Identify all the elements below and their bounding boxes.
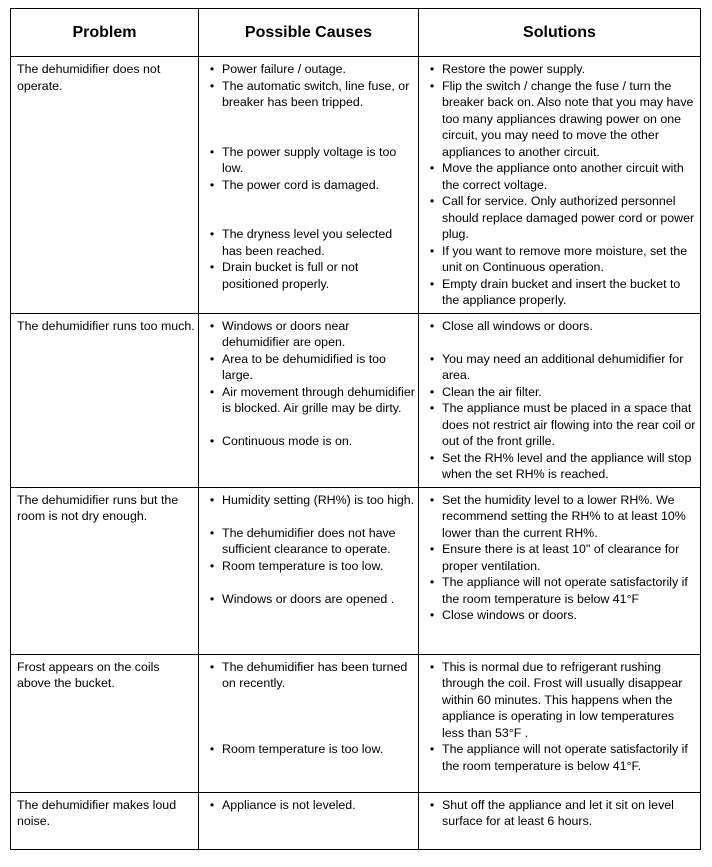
bullet-icon: • (429, 797, 435, 812)
header-solutions: Solutions (419, 9, 701, 57)
list-item (204, 78, 415, 111)
list-item (204, 226, 415, 259)
solution-text: Move the appliance onto another circuit with the correct voltage. (442, 161, 684, 192)
solution-text: The appliance will not operate satisfactorily if the room temperature is below 41°F. (442, 742, 688, 773)
causes-list (204, 61, 415, 292)
bullet-icon: • (209, 144, 215, 159)
list-item (424, 276, 697, 309)
cause-text: Air movement through dehumidifier is blocked. Air grille may be dirty. (222, 384, 415, 415)
causes-cell (199, 313, 419, 487)
list-item (204, 558, 415, 575)
bullet-icon: • (429, 62, 435, 76)
solutions-cell (419, 654, 701, 792)
cause-text: The automatic switch, line fuse, or breaker has been tripped. (222, 78, 410, 109)
list-item (424, 607, 697, 624)
problem-cell: The dehumidifier makes loud noise. (11, 792, 199, 849)
bullet-icon: • (209, 558, 215, 573)
list-item (204, 741, 415, 758)
solution-text: You may need an additional dehumidifier for area. (442, 351, 684, 382)
cause-text: Room temperature is too low. (222, 742, 384, 756)
solution-text: Call for service. Only authorized personnel should replace damaged power cord or power plug. (442, 194, 695, 241)
list-item (424, 78, 697, 161)
bullet-icon: • (209, 78, 215, 93)
cause-text: Windows or doors are opened . (222, 591, 395, 606)
cause-text: The power cord is damaged. (222, 177, 380, 192)
cause-text: The dehumidifier has been turned on recently. (222, 659, 408, 690)
list-item (204, 433, 415, 450)
list-item (424, 450, 697, 483)
bullet-icon: • (429, 542, 435, 556)
solution-text: This is normal due to refrigerant rushing through the coil. Frost will usually disappear within 60 minutes. This happens when the appliance is operating in low temperatures less than 53°F . (442, 659, 683, 740)
table-row (11, 313, 701, 487)
list-item (424, 193, 697, 243)
solution-text: Ensure there is at least 10" of clearance for proper ventilation. (442, 542, 680, 573)
solution-text: Set the humidity level to a lower RH%. We recommend setting the RH% to at least 10% lower than the current RH%. (442, 492, 686, 540)
list-item (424, 318, 697, 335)
troubleshooting-table (10, 8, 701, 850)
list-item (204, 659, 415, 692)
bullet-icon: • (209, 62, 215, 76)
causes-cell (199, 654, 419, 792)
solutions-list (424, 492, 697, 624)
causes-cell (199, 792, 419, 849)
bullet-icon: • (209, 434, 215, 448)
bullet-icon: • (429, 450, 435, 465)
causes-cell (199, 57, 419, 314)
list-item (204, 61, 415, 78)
causes-cell (199, 487, 419, 654)
bullet-icon: • (429, 318, 435, 333)
list-item (204, 351, 415, 384)
list-item (424, 400, 697, 450)
list-item (424, 797, 697, 830)
bullet-icon: • (209, 525, 215, 540)
solution-text: Flip the switch / change the fuse / turn the breaker back on. Also note that you may have too many appliances drawing power on one circuit, you may need to move the other appliances to another circuit. (442, 78, 694, 159)
list-item (424, 351, 697, 384)
list-item (424, 574, 697, 607)
list-item (204, 177, 415, 194)
solution-text: Close all windows or doors. (442, 318, 593, 333)
bullet-icon: • (209, 177, 215, 192)
list-item (424, 741, 697, 774)
bullet-icon: • (429, 492, 435, 507)
cause-text: The power supply voltage is too low. (222, 144, 397, 175)
solutions-cell (419, 313, 701, 487)
list-item (204, 591, 415, 608)
list-item (424, 243, 697, 276)
list-item (424, 541, 697, 574)
solutions-cell (419, 487, 701, 654)
solutions-cell (419, 57, 701, 314)
bullet-icon: • (209, 227, 215, 241)
bullet-icon: • (429, 384, 435, 399)
list-item (204, 492, 415, 509)
solution-text: The appliance must be placed in a space that does not restrict air flowing into the rear coil or out of the front grille. (442, 401, 696, 448)
cause-text: The dryness level you selected has been reached. (222, 227, 393, 258)
causes-list (204, 659, 415, 758)
bullet-icon: • (429, 742, 435, 756)
list-item (424, 160, 697, 193)
bullet-icon: • (209, 591, 215, 606)
bullet-icon: • (209, 742, 215, 756)
bullet-icon: • (209, 797, 215, 812)
solutions-cell (419, 792, 701, 849)
solution-text: Clean the air filter. (442, 384, 542, 399)
list-item (204, 259, 415, 292)
table-row (11, 487, 701, 654)
bullet-icon: • (429, 243, 435, 258)
bullet-icon: • (429, 194, 435, 208)
solution-text: The appliance will not operate satisfactorily if the room temperature is below 41°F (442, 575, 688, 606)
bullet-icon: • (429, 78, 435, 93)
solutions-list (424, 61, 697, 309)
list-item (204, 384, 415, 417)
list-item (204, 797, 415, 814)
solutions-list (424, 659, 697, 775)
cause-text: Power failure / outage. (222, 62, 346, 76)
header-problem: Problem (11, 9, 199, 57)
causes-list (204, 318, 415, 450)
cause-text: Room temperature is too low. (222, 558, 384, 573)
bullet-icon: • (209, 659, 215, 674)
list-item (204, 525, 415, 558)
solution-text: Empty drain bucket and insert the bucket to the appliance properly. (442, 276, 681, 307)
list-item (424, 384, 697, 401)
bullet-icon: • (209, 384, 215, 399)
solution-text: Close windows or doors. (442, 608, 577, 622)
bullet-icon: • (429, 608, 435, 622)
list-item (424, 659, 697, 742)
solutions-list (424, 797, 697, 830)
bullet-icon: • (429, 575, 435, 589)
solutions-list (424, 318, 697, 483)
problem-cell: The dehumidifier runs too much. (11, 313, 199, 487)
bullet-icon: • (429, 161, 435, 175)
solution-text: Set the RH% level and the appliance will stop when the set RH% is reached. (442, 450, 692, 481)
list-item (424, 61, 697, 78)
header-row (11, 9, 701, 57)
bullet-icon: • (429, 351, 435, 366)
causes-list (204, 492, 415, 608)
solution-text: Shut off the appliance and let it sit on level surface for at least 6 hours. (442, 797, 674, 828)
table-row (11, 792, 701, 849)
cause-text: The dehumidifier does not have sufficient clearance to operate. (222, 525, 396, 556)
cause-text: Humidity setting (RH%) is too high. (222, 492, 415, 507)
cause-text: Windows or doors near dehumidifier are open. (222, 318, 350, 349)
problem-cell: The dehumidifier runs but the room is not dry enough. (11, 487, 199, 654)
cause-text: Drain bucket is full or not positioned properly. (222, 260, 359, 291)
solution-text: If you want to remove more moisture, set the unit on Continuous operation. (442, 243, 688, 274)
bullet-icon: • (429, 659, 435, 674)
table-row (11, 654, 701, 792)
solution-text: Restore the power supply. (442, 62, 586, 76)
cause-text: Appliance is not leveled. (222, 797, 356, 812)
causes-list (204, 797, 415, 814)
list-item (424, 492, 697, 542)
table-row (11, 57, 701, 314)
cause-text: Continuous mode is on. (222, 434, 353, 448)
bullet-icon: • (209, 318, 215, 333)
problem-cell: Frost appears on the coils above the bucket. (11, 654, 199, 792)
list-item (204, 144, 415, 177)
bullet-icon: • (429, 276, 435, 291)
bullet-icon: • (209, 351, 215, 366)
problem-cell: The dehumidifier does not operate. (11, 57, 199, 314)
list-item (204, 318, 415, 351)
cause-text: Area to be dehumidified is too large. (222, 351, 386, 382)
bullet-icon: • (429, 401, 435, 415)
bullet-icon: • (209, 492, 215, 507)
header-possible-causes: Possible Causes (199, 9, 419, 57)
bullet-icon: • (209, 260, 215, 274)
